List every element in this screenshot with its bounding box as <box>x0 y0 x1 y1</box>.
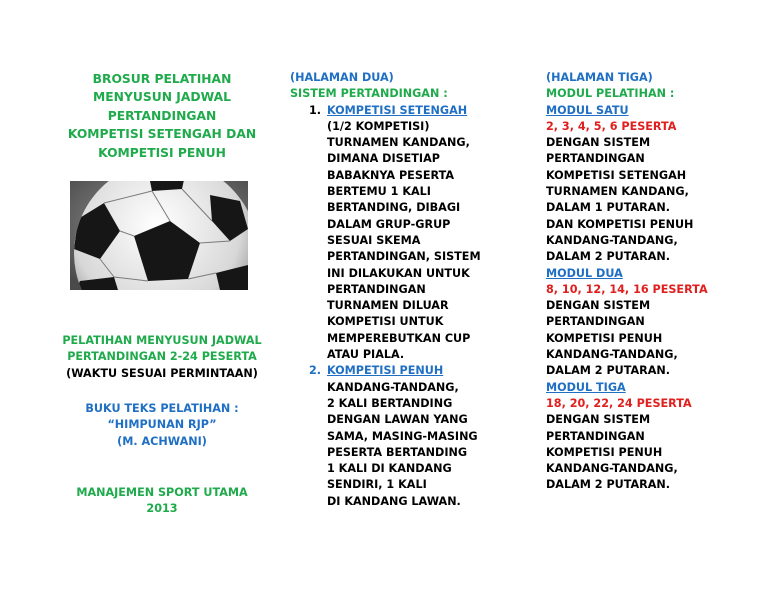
section-heading: SISTEM PERTANDINGAN : <box>290 87 448 101</box>
item-title: KOMPETISI PENUH <box>327 364 444 378</box>
text-line: DALAM 2 PUTARAN. <box>546 478 671 492</box>
text-line: PERTANDINGAN <box>546 429 645 443</box>
text-line: PERTANDINGAN <box>546 315 645 329</box>
competition-item-1 <box>290 103 505 364</box>
item-description <box>290 380 505 510</box>
text-line: DI KANDANG LAWAN. <box>327 494 461 508</box>
page-label: (HALAMAN TIGA) <box>546 71 653 84</box>
training-line: PERTANDINGAN 2-24 PESERTA <box>67 350 257 364</box>
text-line: DENGAN SISTEM <box>546 136 651 150</box>
text-line: DALAM GRUP-GRUP <box>327 217 451 231</box>
text-line: KOMPETISI PENUH <box>546 445 663 459</box>
module-2 <box>546 266 756 380</box>
text-line: BERTANDING, DIBAGI <box>327 201 461 215</box>
text-line: INI DILAKUKAN UNTUK <box>327 266 470 280</box>
text-line: PERTANDINGAN <box>327 282 426 296</box>
text-line: BABAKNYA PESERTA <box>327 168 455 182</box>
item-title: KOMPETISI SETENGAH <box>327 103 468 117</box>
cover-column <box>62 70 262 162</box>
text-line: BERTEMU 1 KALI <box>327 185 431 199</box>
page-label: (HALAMAN DUA) <box>290 71 394 84</box>
text-line: SAMA, MASING-MASING <box>327 429 478 443</box>
text-line: SESUAI SKEMA <box>327 233 421 247</box>
text-line: SENDIRI, 1 KALI <box>327 478 427 492</box>
text-line: PERTANDINGAN, SISTEM <box>327 250 481 264</box>
training-line: PELATIHAN MENYUSUN JADWAL <box>62 334 262 347</box>
item-number: 2. <box>309 364 322 378</box>
text-line: DALAM 1 PUTARAN. <box>546 201 671 215</box>
text-line: PERTANDINGAN <box>546 152 645 166</box>
text-line: DENGAN LAWAN YANG <box>327 413 468 427</box>
text-line: 1 KALI DI KANDANG <box>327 462 452 476</box>
title-line: KOMPETISI PENUH <box>98 145 226 160</box>
text-line: DENGAN SISTEM <box>546 299 651 313</box>
module-title: MODUL DUA <box>546 266 623 280</box>
title-line: KOMPETISI SETENGAH DAN <box>67 127 257 142</box>
module-participants: 2, 3, 4, 5, 6 PESERTA <box>546 119 677 133</box>
text-line: DENGAN SISTEM <box>546 413 651 427</box>
text-line: TURNAMEN KANDANG, <box>327 136 470 150</box>
page-two-column <box>290 70 505 510</box>
text-line: TURNAMEN KANDANG, <box>546 185 689 199</box>
publication-year: 2013 <box>146 502 178 516</box>
textbook-info <box>62 401 262 450</box>
text-line: KOMPETISI PENUH <box>546 331 663 345</box>
module-1 <box>546 103 756 266</box>
organization-name: MANAJEMEN SPORT UTAMA <box>76 486 248 499</box>
title-line: MENYUSUN JADWAL <box>93 90 231 105</box>
soccer-ball-icon <box>70 181 248 290</box>
training-info <box>62 333 262 382</box>
text-line: KANDANG-TANDANG, <box>546 462 678 476</box>
text-line: KANDANG-TANDANG, <box>546 233 678 247</box>
module-title: MODUL TIGA <box>546 380 626 394</box>
text-line: PESERTA BERTANDING <box>327 445 468 459</box>
text-line: ATAU PIALA. <box>327 348 405 362</box>
text-line: KANDANG-TANDANG, <box>546 348 678 362</box>
item-number: 1. <box>309 103 322 117</box>
text-line: MEMPEREBUTKAN CUP <box>327 331 471 345</box>
module-participants: 8, 10, 12, 14, 16 PESERTA <box>546 282 708 296</box>
competition-item-2 <box>290 363 505 510</box>
book-line: BUKU TEKS PELATIHAN : <box>85 402 239 415</box>
text-line: (1/2 KOMPETISI) <box>327 119 430 133</box>
title-line: PERTANDINGAN <box>107 108 217 123</box>
text-line: DALAM 2 PUTARAN. <box>546 364 671 378</box>
book-line: (M. ACHWANI) <box>117 434 207 448</box>
text-line: DALAM 2 PUTARAN. <box>546 250 671 264</box>
text-line: KANDANG-TANDANG, <box>327 380 459 394</box>
brochure-title <box>62 70 262 162</box>
text-line: KOMPETISI SETENGAH <box>546 168 687 182</box>
publisher-info <box>62 485 262 518</box>
page-three-column <box>546 70 756 494</box>
module-3 <box>546 380 756 494</box>
time-note: (WAKTU SESUAI PERMINTAAN) <box>66 366 258 380</box>
book-line: “HIMPUNAN RJP” <box>107 418 217 432</box>
text-line: DIMANA DISETIAP <box>327 152 440 166</box>
text-line: 2 KALI BERTANDING <box>327 396 453 410</box>
text-line: DAN KOMPETISI PENUH <box>546 217 694 231</box>
section-heading: MODUL PELATIHAN : <box>546 87 675 101</box>
module-title: MODUL SATU <box>546 103 629 117</box>
text-line: KOMPETISI UNTUK <box>327 315 444 329</box>
title-line: BROSUR PELATIHAN <box>92 72 232 86</box>
module-participants: 18, 20, 22, 24 PESERTA <box>546 396 692 410</box>
text-line: TURNAMEN DILUAR <box>327 299 449 313</box>
item-description <box>290 119 505 363</box>
